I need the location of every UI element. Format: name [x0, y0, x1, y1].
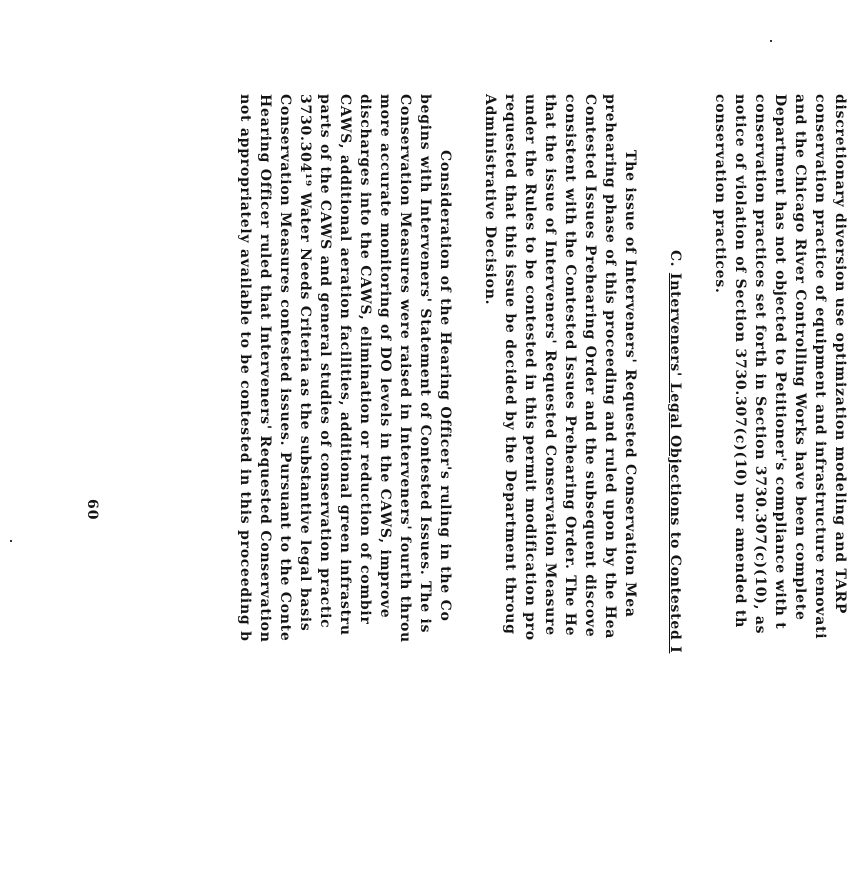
text-line: CAWS, additional aeration facilities, additional green infrastru [337, 94, 353, 636]
text-line: conservation practices. [712, 94, 728, 294]
text-line: under the Rules to be contested in this permit modification pro [522, 94, 538, 641]
text-line: Conservation Measures were raised in Interveners' fourth throu [397, 94, 413, 643]
text-line: Conservation Measures contested issues. Pursuant to the Conte [277, 94, 293, 642]
text-line: conservation practices set forth in Section 3730.307(c)(10), as [752, 94, 768, 635]
text-line: begins with Interveners' Statement of Contested Issues. The is [417, 94, 433, 634]
text-line: that the issue of Interveners' Requested Conservation Measure [542, 94, 558, 636]
scan-speck [770, 40, 772, 42]
section-heading [665, 250, 685, 653]
section-heading-label: C. [667, 250, 683, 268]
text-line: notice of violation of Section 3730.307(c)(10) nor amended th [732, 94, 748, 629]
text-line: and the Chicago River Controlling Works have been complete [792, 94, 808, 621]
section-heading-text: Interveners' Legal Objections to Contested I [667, 272, 683, 654]
text-line: prehearing phase of this proceeding and ruled upon by the Hea [602, 94, 618, 640]
text-line: requested that this issue be decided by the Department throug [502, 94, 518, 635]
text-line: Administrative Decision. [482, 94, 498, 306]
scan-speck [10, 540, 12, 542]
text-line: parts of the CAWS and general studies of conservation practic [317, 94, 333, 629]
text-line: consistent with the Contested Issues Prehearing Order. The He [562, 94, 578, 637]
text-line: discretionary diversion use optimization modeling and TARP [832, 94, 848, 615]
page-number: 60 [84, 499, 100, 521]
text-line: more accurate monitoring of DO levels in the CAWS, improve [377, 94, 393, 619]
text-line: Contested Issues Prehearing Order and the subsequent discove [582, 94, 598, 638]
text-line: Consideration of the Hearing Officer's ruling in the Co [437, 150, 453, 622]
text-line: 3730.304¹⁹ Water Needs Criteria as the substantive legal basis [297, 94, 313, 632]
text-line: conservation practice of equipment and infrastructure renovati [812, 94, 828, 640]
text-line: not appropriately available to be contested in this proceeding b [237, 94, 253, 642]
text-line: Department has not objected to Petitioner's compliance with t [772, 94, 788, 630]
text-line: The issue of Interveners' Requested Conservation Mea [622, 150, 638, 618]
text-line: discharges into the CAWS, elimination or reduction of combir [357, 94, 373, 625]
text-line: Hearing Officer ruled that Interveners' Requested Conservation [257, 94, 273, 643]
document-page [84, 94, 850, 894]
